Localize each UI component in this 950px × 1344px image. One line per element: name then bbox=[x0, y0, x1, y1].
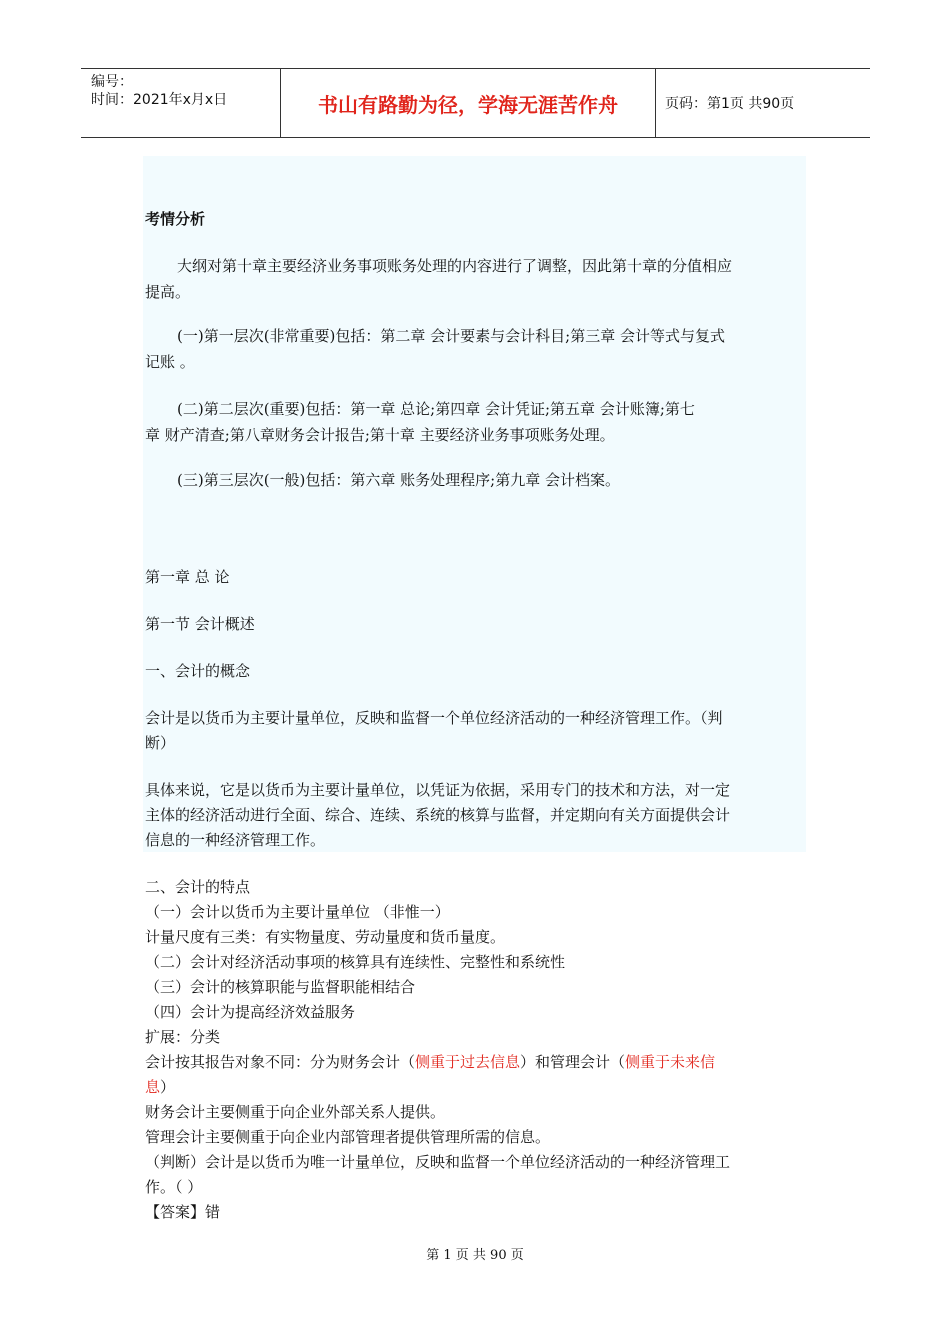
header-page-info: 页码：第1页 共90页 bbox=[665, 96, 795, 112]
header-meta bbox=[81, 69, 281, 137]
feature-1: （一）会计以货币为主要计量单位 （非惟一） bbox=[145, 903, 450, 921]
page-footer: 第 1 页 共 90 页 bbox=[426, 1248, 524, 1263]
intro-p1-line1: 大纲对第十章主要经济业务事项账务处理的内容进行了调整，因此第十章的分值相应 bbox=[177, 257, 733, 275]
definition-line2: 断） bbox=[145, 734, 176, 752]
answer: 【答案】错 bbox=[145, 1203, 221, 1221]
intro-p2-line2: 记账 。 bbox=[145, 353, 195, 371]
detail-line3: 信息的一种经济管理工作。 bbox=[145, 831, 326, 849]
classification-text-a: 会计按其报告对象不同：分为财务会计（ bbox=[145, 1053, 416, 1071]
classification-text-f: ） bbox=[160, 1078, 176, 1096]
subsection-features: 二、会计的特点 bbox=[145, 878, 251, 896]
number-label: 编号： bbox=[91, 74, 133, 90]
intro-heading: 考情分析 bbox=[145, 210, 206, 228]
feature-1-note: 计量尺度有三类：有实物量度、劳动量度和货币量度。 bbox=[145, 928, 506, 946]
intro-p4-line1: (三)第三层次(一般)包括：第六章 账务处理程序;第九章 会计档案。 bbox=[177, 471, 621, 489]
chapter-title: 第一章 总 论 bbox=[145, 568, 230, 586]
detail-line2: 主体的经济活动进行全面、综合、连续、系统的核算与监督，并定期向有关方面提供会计 bbox=[145, 806, 731, 824]
classification-future-info-end: 息 bbox=[145, 1078, 161, 1096]
management-accounting-note: 管理会计主要侧重于向企业内部管理者提供管理所需的信息。 bbox=[145, 1128, 551, 1146]
subsection-concept: 一、会计的概念 bbox=[145, 662, 251, 680]
extension-label: 扩展：分类 bbox=[145, 1028, 221, 1046]
intro-p3-line1: (二)第二层次(重要)包括：第一章 总论;第四章 会计凭证;第五章 会计账簿;第七 bbox=[177, 400, 695, 418]
financial-accounting-note: 财务会计主要侧重于向企业外部关系人提供。 bbox=[145, 1103, 446, 1121]
feature-4: （四）会计为提高经济效益服务 bbox=[145, 1003, 356, 1021]
classification-future-info: 侧重于未来信 bbox=[625, 1053, 716, 1071]
intro-p1-line2: 提高。 bbox=[145, 283, 191, 301]
intro-p3-line2: 章 财产清查;第八章财务会计报告;第十章 主要经济业务事项账务处理。 bbox=[145, 426, 615, 444]
detail-line1: 具体来说，它是以货币为主要计量单位，以凭证为依据，采用专门的技术和方法，对一定 bbox=[145, 781, 731, 799]
classification-line2 bbox=[145, 1075, 175, 1099]
definition-line1: 会计是以货币为主要计量单位，反映和监督一个单位经济活动的一种经济管理工作。（判 bbox=[145, 709, 723, 727]
classification-text-c: ）和管理会计（ bbox=[520, 1053, 626, 1071]
feature-2: （二）会计对经济活动事项的核算具有连续性、完整性和系统性 bbox=[145, 953, 566, 971]
classification-past-info: 侧重于过去信息 bbox=[415, 1053, 521, 1071]
page-header bbox=[81, 68, 870, 138]
intro-p2-line1: (一)第一层次(非常重要)包括：第二章 会计要素与会计科目;第三章 会计等式与复式 bbox=[177, 327, 726, 345]
feature-3: （三）会计的核算职能与监督职能相结合 bbox=[145, 978, 416, 996]
question-line2: 作。（ ） bbox=[145, 1178, 203, 1196]
time-label: 时间：2021年x月x日 bbox=[91, 92, 228, 108]
header-motto: 书山有路勤为径，学海无涯苦作舟 bbox=[281, 69, 656, 137]
classification-line1 bbox=[145, 1050, 715, 1074]
question-line1: （判断）会计是以货币为唯一计量单位，反映和监督一个单位经济活动的一种经济管理工 bbox=[145, 1153, 731, 1171]
section-title: 第一节 会计概述 bbox=[145, 615, 255, 633]
